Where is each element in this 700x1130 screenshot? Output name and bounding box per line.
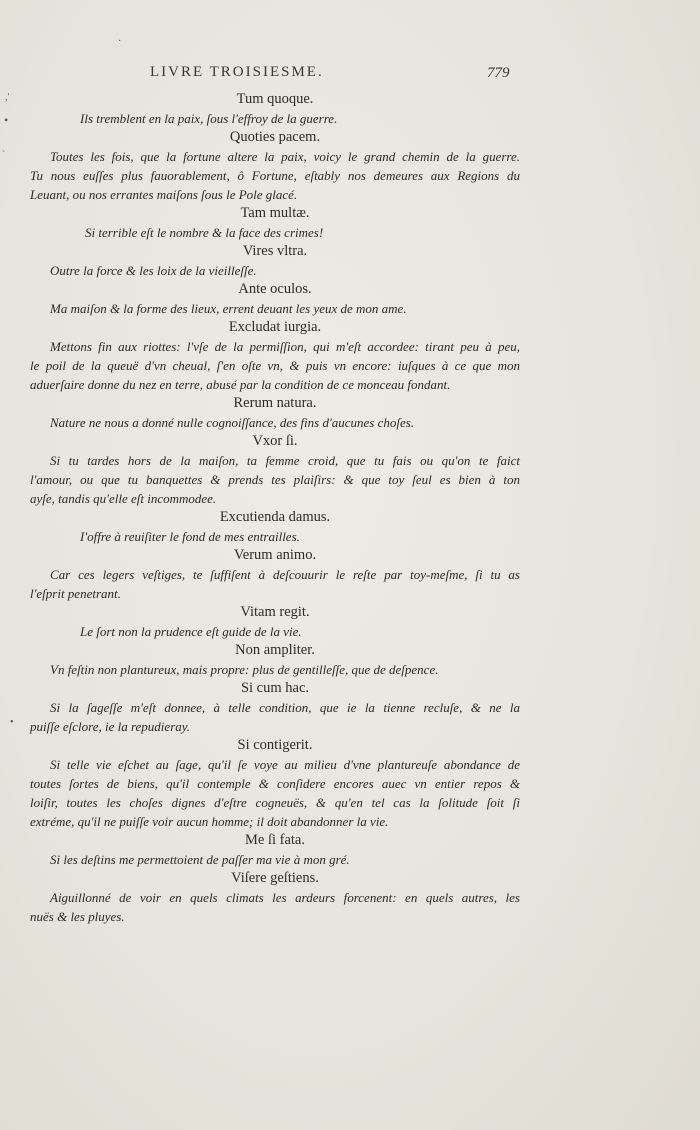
latin-lemma: Si contigerit. [237,737,313,753]
french-translation: le poil de la queuë d'vn cheual, ſ'en oſte vn, & puis vn encore: iuſques à ce que mon [30,358,520,373]
french-translation: ayſe, tandis qu'elle eſt incommodee. [30,491,217,506]
ink-speck: ,' [5,92,10,103]
french-translation: Si tu tardes hors de la maiſon, ta femme croid, que tu fais ou qu'on te faict [50,453,520,468]
page-number: 779 [487,65,510,81]
french-translation: I'offre à reuiſiter le fond de mes entrailles. [80,529,300,544]
french-translation: Ma maiſon & la forme des lieux, errent deuant les yeux de mon ame. [50,301,407,316]
french-translation: puiſſe eſclore, ie la repudieray. [30,719,191,734]
french-translation: Toutes les fois, que la fortune altere la paix, voicy le grand chemin de la guerre. [50,149,520,164]
latin-lemma: Rerum natura. [233,395,317,411]
french-translation: l'amour, ou que tu banquettes & prends tes plaiſirs: & que toy ſeul es bien à ton [30,472,520,487]
latin-lemma: Vires vltra. [242,243,308,259]
latin-lemma: Si cum hac. [240,680,310,696]
french-translation: nuës & les pluyes. [30,909,125,924]
french-translation: Tu nous euſſes plus fauorablement, ô Fortune, eſtably nos demeures aux Regions du [30,168,520,183]
french-translation: Mettons fin aux riottes: l'vſe de la permiſſion, qui m'eſt accordee: tirant peu à peu, [50,339,520,354]
french-translation: loiſir, toutes les choſes dignes d'eſtre cogneuës, & qu'en tel cas la ſolitude ſoit ſi [30,795,520,810]
latin-lemma: Non ampliter. [235,642,315,658]
latin-lemma: Ante oculos. [238,281,312,297]
french-translation: Si telle vie eſchet au ſage, qu'il ſe voye au milieu d'vne plantureuſe abondance de [50,757,520,772]
ink-speck: · [118,36,122,47]
french-translation: Aiguillonné de voir en quels climats les ardeurs forcenent: en quels autres, les [50,890,520,905]
french-translation: Vn feſtin non plantureux, mais propre: plus de gentilleſſe, que de deſpence. [50,662,439,677]
latin-lemma: Excludat iurgia. [228,319,322,335]
ink-speck: ` [2,150,6,161]
ink-speck: • [4,113,9,127]
latin-lemma: Vxor ſi. [252,433,298,449]
french-translation: Si terrible eſt le nombre & la face des crimes! [85,225,324,240]
latin-lemma: Tam multæ. [240,205,310,221]
french-translation: Car ces legers veſtiges, te ſuffiſent à deſcouurir le reſte par toy-meſme, ſi tu as [50,567,520,582]
running-head: LIVRE TROISIESME. [150,64,324,80]
french-translation: Nature ne nous a donné nulle cognoiſſance, des fins d'aucunes choſes. [50,415,415,430]
french-translation: Si les deſtins me permettoient de paſſer ma vie à mon gré. [50,852,350,867]
french-translation: Ils tremblent en la paix, ſous l'effroy de la guerre. [80,111,338,126]
french-translation: aduerſaire donne du nez en terre, abusé par la condition de ce monceau fondant. [30,377,451,392]
text-block [30,90,520,926]
latin-lemma: Viſere geſtiens. [231,870,319,886]
latin-lemma: Quoties pacem. [229,129,321,145]
latin-lemma: Tum quoque. [236,91,314,107]
french-translation: Leuant, ou nos errantes maiſons ſous le Pole glacé. [30,187,298,202]
french-translation: Outre la force & les loix de la vieilleſſe. [50,263,257,278]
french-translation: toutes ſortes de biens, qu'il contemple & conſidere encores auec vn entier repos & [30,776,520,791]
page-header [0,64,700,88]
latin-lemma: Vitam regit. [240,604,310,620]
latin-lemma: Me ſi fata. [245,832,305,848]
french-translation: l'eſprit penetrant. [30,586,121,601]
french-translation: Si la ſageſſe m'eſt donnee, à telle condition, que ie la tienne recluſe, & ne la [50,700,520,715]
ink-speck: • [10,717,14,728]
french-translation: extréme, qu'il ne puiſſe voir aucun homme; il doit abandonner la vie. [30,814,389,829]
latin-lemma: Excutienda damus. [219,509,331,525]
french-translation: Le ſort non la prudence eſt guide de la vie. [80,624,302,639]
latin-lemma: Verum animo. [233,547,317,563]
